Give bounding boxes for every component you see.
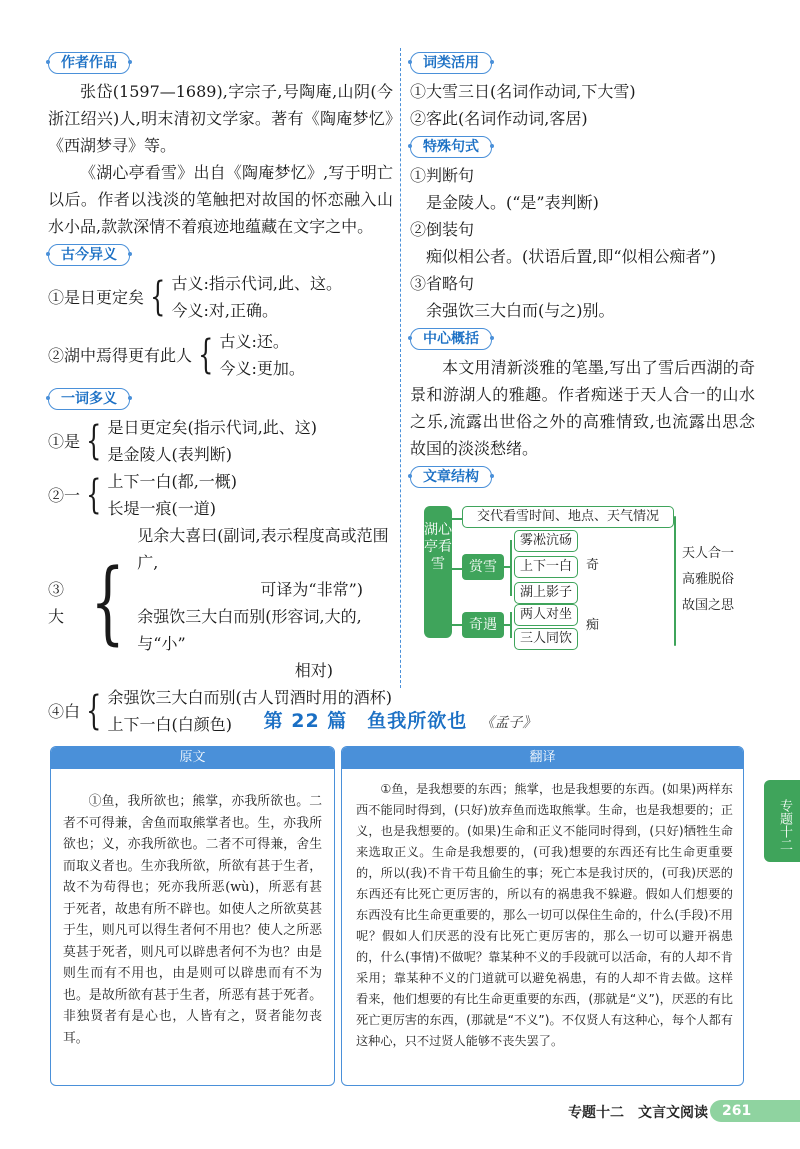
section-tag-zhongxin: 中心概括 [410, 328, 492, 350]
brace-icon: { [90, 550, 125, 655]
brace-icon: { [86, 472, 102, 518]
translation-panel [341, 746, 744, 1086]
gujin-2-head: ②湖中焉得更有此人 [48, 345, 193, 365]
original-text-header: 原文 [51, 747, 334, 769]
yici-1-a: 是日更定矣(指示代词,此、这) [107, 418, 318, 437]
diagram-connector [452, 568, 462, 570]
brace-icon: { [86, 418, 102, 464]
yici-4-a: 余强饮三大白而别(古人罚酒时用的酒杯) [107, 688, 392, 707]
author-paragraph-2: 《湖心亭看雪》出自《陶庵梦忆》,写于明亡以后。作者以浅淡的笔触把对故国的怀恋融入山水小品,款款深情不着痕迹地蕴藏在文字之中。 [48, 163, 393, 236]
cilei-item-1: ①大雪三日(名词作动词,下大雪) [410, 82, 636, 101]
yici-3-a: 见余大喜曰(副词,表示程度高或范围广, [137, 526, 389, 572]
diagram-connector [452, 624, 462, 626]
page-footer [0, 1098, 800, 1128]
gujin-1-modern: 今义:对,正确。 [171, 301, 278, 320]
left-column [48, 48, 393, 738]
page-number: 261 [710, 1100, 800, 1122]
diagram-r3: 故国之思 [682, 598, 735, 613]
yici-item-3 [48, 522, 393, 684]
author-paragraph-1: 张岱(1597—1689),字宗子,号陶庵,山阴(今浙江绍兴)人,明末清初文学家。著有《陶庵梦忆》《西湖梦寻》等。 [48, 82, 393, 155]
gujin-2-modern: 今义:更加。 [219, 359, 305, 378]
yici-2-a: 上下一白(都,一概) [107, 472, 238, 491]
gujin-item-2 [48, 328, 393, 382]
gujin-1-ancient: 古义:指示代词,此、这。 [171, 274, 342, 293]
chapter-side-tab: 专题十二 [764, 780, 800, 862]
gujin-2-ancient: 古义:还。 [219, 332, 289, 351]
diagram-r2: 高雅脱俗 [682, 572, 735, 587]
diagram-connector [510, 540, 512, 596]
diagram-s1: 雾凇沆砀 [514, 530, 578, 552]
diagram-top-box: 交代看雪时间、地点、天气情况 [462, 506, 674, 528]
diagram-connector [452, 518, 462, 520]
diagram-r1: 天人合一 [682, 546, 735, 561]
original-text-body: ①鱼，我所欲也；熊掌，亦我所欲也。二者不可得兼，舍鱼而取熊掌者也。生，亦我所欲也；义，亦我所欲也。二者不可得兼，舍生而取义者也。生亦我所欲，所欲有甚于生者，故不为苟得也；死亦我所恶(wù)，所恶有甚于死者，故患有所不辟也。如使人之所欲莫甚于生，则凡可以得生者何不用也？使人之所恶莫甚于死者，则凡可以辟患者何不为也？由是则生而有不用也，由是则可以辟患而有不为也。是故所欲有甚于生者，所恶有甚于死者。非独贤者有是心也，人皆有之，贤者能勿丧耳。 [63, 794, 322, 1046]
teshu-3-example: 余强饮三大白而(与之)别。 [426, 301, 615, 320]
teshu-3: ③省略句 [410, 274, 475, 293]
yici-4-b: 上下一白(白颜色) [107, 715, 232, 734]
zhongxin-paragraph: 本文用清新淡雅的笔墨,写出了雪后西湖的奇景和游湖人的雅趣。作者痴迷于天人合一的山水之乐,流露出世俗之外的高雅情致,也流露出思念故国的淡淡愁绪。 [410, 358, 755, 458]
section-tag-author: 作者作品 [48, 52, 130, 74]
structure-diagram [410, 498, 755, 658]
brace-icon: { [150, 274, 166, 320]
yici-item-1 [48, 414, 393, 468]
yici-item-2 [48, 468, 393, 522]
translation-body: ①鱼，是我想要的东西；熊掌，也是我想要的东西。(如果)两样东西不能同时得到，(只好)放弃鱼而选取熊掌。生命，也是我想要的；正义，也是我想要的。(如果)生命和正义不能同时得到，(只好)牺牲生命来选取正义。生命是我想要的，(可我)想要的东西还有比生命更重要的，所以(我)不肯干苟且偷生的事；死亡本是我讨厌的，(可我)厌恶的东西还有比死亡更厉害的，所以有的祸患我不躲避。假如人们想要的东西没有比生命更重要的，那么一切可以保住生命的，什么(手段)不用呢？假如人们厌恶的没有比死亡更厉害的，那么一切可以避开祸患的，什么(事情)不做呢？靠某种不义的手段就可以活命，有的人却不肯采用；靠某种不义的门道就可以避免祸患，有的人却不肯去做。这样看来，他们想要的有比生命更重要的东西，(那就是“义”)，厌恶的有比死亡更厉害的东西，(那就是“不义”)。不仅贤人有这种心，每个人都有这种心，只不过贤人能够不丧失罢了。 [356, 782, 733, 1048]
yici-2-b: 长堤一痕(一道) [107, 499, 216, 518]
section-tag-cilei: 词类活用 [410, 52, 492, 74]
yici-3-a2: 可译为“非常”) [260, 580, 363, 599]
diagram-qiyu: 奇遇 [462, 612, 504, 638]
gujin-item-1 [48, 270, 393, 324]
teshu-1: ①判断句 [410, 166, 475, 185]
footer-label: 专题十二 文言文阅读 [568, 1105, 708, 1121]
right-column [410, 48, 755, 658]
teshu-2: ②倒装句 [410, 220, 475, 239]
diagram-connector [510, 612, 512, 638]
yici-3-b2: 相对) [294, 661, 333, 680]
section-tag-yici: 一词多义 [48, 388, 130, 410]
section-tag-jiegou: 文章结构 [410, 466, 492, 488]
diagram-q2: 三人同饮 [514, 628, 578, 650]
article-title-main: 第 22 篇 鱼我所欲也 [263, 710, 468, 732]
yici-2-head: ②一 [48, 485, 81, 505]
diagram-s2: 上下一白 [514, 556, 578, 578]
yici-4-head: ④白 [48, 701, 81, 721]
yici-1-b: 是金陵人(表判断) [107, 445, 232, 464]
diagram-qi: 奇 [586, 558, 600, 573]
teshu-2-example: 痴似相公者。(状语后置,即“似相公痴者”) [426, 247, 716, 266]
diagram-chi: 痴 [586, 618, 600, 633]
section-tag-teshu: 特殊句式 [410, 136, 492, 158]
yici-3-b: 余强饮三大白而别(形容词,大的,与“小” [137, 607, 362, 653]
gujin-1-head: ①是日更定矣 [48, 287, 145, 307]
diagram-q1: 两人对坐 [514, 604, 578, 626]
translation-header: 翻译 [342, 747, 743, 769]
original-text-panel [50, 746, 335, 1086]
brace-icon: { [86, 688, 102, 734]
yici-1-head: ①是 [48, 431, 81, 451]
diagram-brace [674, 516, 676, 646]
article-source: 《孟子》 [480, 715, 537, 731]
column-divider [400, 48, 401, 688]
section-tag-gujin: 古今异义 [48, 244, 130, 266]
brace-icon: { [198, 332, 214, 378]
diagram-s3: 湖上影子 [514, 582, 578, 604]
yici-3-head: ③大 [48, 580, 65, 626]
cilei-item-2: ②客此(名词作动词,客居) [410, 109, 588, 128]
teshu-1-example: 是金陵人。(“是”表判断) [426, 193, 599, 212]
article-title [0, 706, 800, 733]
diagram-shangxue: 赏雪 [462, 554, 504, 580]
diagram-root: 湖心亭看雪 [424, 506, 452, 638]
